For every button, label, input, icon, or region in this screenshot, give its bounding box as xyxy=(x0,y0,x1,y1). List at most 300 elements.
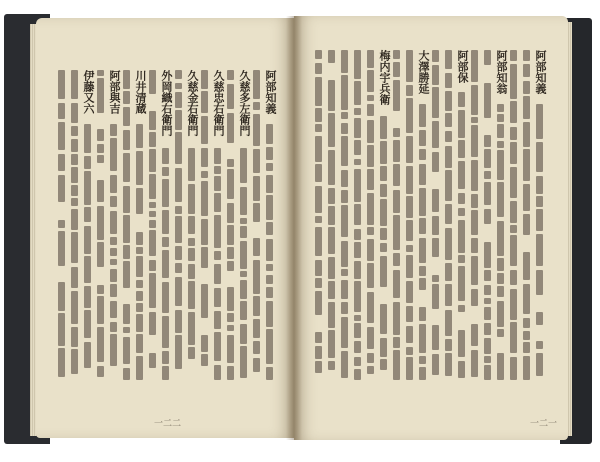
text-run xyxy=(227,261,234,271)
text-run xyxy=(354,108,361,115)
text-run xyxy=(445,310,452,336)
text-run xyxy=(328,50,335,63)
text-run xyxy=(536,234,543,266)
text-run xyxy=(458,255,465,263)
text-run xyxy=(419,307,426,321)
text-run xyxy=(136,188,143,214)
text-column xyxy=(339,50,350,380)
text-run xyxy=(497,114,504,122)
text-run xyxy=(175,246,182,260)
text-run xyxy=(471,350,478,377)
text-run xyxy=(136,314,143,332)
text-run xyxy=(253,102,260,110)
text-run xyxy=(432,50,439,62)
text-run xyxy=(328,113,335,147)
text-run xyxy=(393,253,400,266)
text-run xyxy=(84,124,91,153)
text-run xyxy=(471,210,478,235)
text-run xyxy=(523,214,530,235)
text-run xyxy=(380,228,387,240)
text-run xyxy=(97,129,104,141)
text-run xyxy=(458,266,465,301)
text-run xyxy=(484,83,491,118)
text-column xyxy=(534,50,545,380)
text-run xyxy=(315,108,322,122)
right-page-text xyxy=(314,50,546,380)
text-run xyxy=(341,205,348,237)
text-run xyxy=(380,359,387,370)
text-run xyxy=(419,188,426,216)
text-run xyxy=(393,302,400,335)
text-run xyxy=(484,338,491,354)
entry-heading: 阿部知翁 xyxy=(495,50,508,94)
entry-heading: 大澤勝延 xyxy=(417,50,430,94)
text-run xyxy=(341,190,348,203)
text-run xyxy=(188,238,195,246)
text-run xyxy=(510,235,517,266)
text-run xyxy=(175,206,182,214)
text-run xyxy=(315,260,322,276)
text-run xyxy=(536,104,543,139)
text-run xyxy=(240,301,247,320)
text-run xyxy=(162,282,169,313)
text-run xyxy=(227,335,234,363)
text-run xyxy=(175,168,182,202)
text-run xyxy=(484,209,491,224)
text-run xyxy=(315,346,322,359)
text-run xyxy=(341,136,348,166)
text-run xyxy=(510,127,517,140)
text-run xyxy=(201,148,208,167)
text-run xyxy=(432,238,439,257)
text-run xyxy=(354,281,361,312)
text-run xyxy=(162,210,169,234)
text-run xyxy=(393,337,400,348)
text-run xyxy=(227,247,234,259)
text-run xyxy=(97,70,104,76)
text-run xyxy=(253,149,260,173)
text-run xyxy=(71,291,78,324)
text-run xyxy=(510,142,517,164)
entry-heading: 阿部知義 xyxy=(534,50,547,94)
text-run xyxy=(406,326,413,343)
text-run xyxy=(71,154,78,165)
text-run xyxy=(523,342,530,353)
text-run xyxy=(266,301,273,327)
text-run xyxy=(240,226,247,238)
text-run xyxy=(367,70,374,92)
text-run xyxy=(406,85,413,96)
text-run xyxy=(484,323,491,335)
text-run xyxy=(536,353,543,376)
text-run xyxy=(214,332,221,361)
text-run xyxy=(406,220,413,241)
text-run xyxy=(97,366,104,377)
text-run xyxy=(510,167,517,198)
text-run xyxy=(110,334,117,366)
text-run xyxy=(175,110,182,130)
text-run xyxy=(367,104,374,116)
text-run xyxy=(523,81,530,94)
text-run xyxy=(536,312,543,325)
text-column xyxy=(456,50,467,380)
text-run xyxy=(84,286,91,308)
text-run xyxy=(367,263,374,288)
text-run xyxy=(227,169,234,199)
text-run xyxy=(266,367,273,380)
text-run xyxy=(393,164,400,186)
text-run xyxy=(214,176,221,191)
text-run xyxy=(266,195,273,220)
text-run xyxy=(240,324,247,344)
text-column xyxy=(508,50,519,380)
text-run xyxy=(354,357,361,366)
text-run xyxy=(406,255,413,278)
text-run xyxy=(471,238,478,253)
text-run xyxy=(162,316,169,348)
text-run xyxy=(149,220,156,228)
text-column xyxy=(238,70,249,380)
text-run xyxy=(393,50,400,59)
text-run xyxy=(149,273,156,308)
text-run xyxy=(214,264,221,284)
text-run xyxy=(341,280,348,299)
text-run xyxy=(432,354,439,375)
text-run xyxy=(367,193,374,225)
text-run xyxy=(393,190,400,213)
text-run xyxy=(84,207,91,222)
text-run xyxy=(406,166,413,194)
text-run xyxy=(523,331,530,340)
text-column xyxy=(352,50,363,380)
text-run xyxy=(458,193,465,204)
text-run xyxy=(162,351,169,364)
text-run xyxy=(58,122,65,150)
text-column xyxy=(443,50,454,380)
text-run xyxy=(510,101,517,123)
text-run xyxy=(536,176,543,194)
text-run xyxy=(536,142,543,172)
text-run xyxy=(523,96,530,119)
text-run xyxy=(393,140,400,162)
text-run xyxy=(162,250,169,278)
text-run xyxy=(188,312,195,345)
text-column xyxy=(212,70,223,380)
text-run xyxy=(406,281,413,303)
text-run xyxy=(97,285,104,294)
text-run xyxy=(253,70,260,99)
text-run xyxy=(201,116,208,144)
entry-heading: 阿部知義 xyxy=(264,70,277,114)
text-run xyxy=(523,318,530,328)
text-run xyxy=(315,291,322,315)
text-run xyxy=(445,131,452,142)
text-run xyxy=(445,284,452,306)
text-run xyxy=(71,167,78,183)
text-run xyxy=(149,174,156,199)
text-column xyxy=(391,50,402,380)
text-run xyxy=(458,220,465,253)
left-page-text xyxy=(54,70,276,380)
text-run xyxy=(201,171,208,178)
text-run xyxy=(315,63,322,74)
right-page-number: 一二一 xyxy=(530,419,558,429)
text-run xyxy=(136,356,143,380)
text-run xyxy=(201,219,208,245)
text-run xyxy=(253,176,260,201)
text-run xyxy=(510,357,517,380)
text-run xyxy=(71,267,78,288)
text-run xyxy=(367,353,374,363)
text-column xyxy=(82,70,93,380)
text-run xyxy=(71,349,78,374)
text-run xyxy=(71,139,78,152)
text-run xyxy=(201,284,208,318)
text-run xyxy=(123,304,130,324)
text-column xyxy=(186,70,197,380)
text-run xyxy=(471,289,478,306)
text-column xyxy=(199,70,210,380)
text-run xyxy=(406,347,413,355)
text-run xyxy=(510,289,517,320)
text-run xyxy=(484,50,491,65)
left-page-number: 一二二 xyxy=(154,419,182,429)
text-run xyxy=(328,257,335,279)
text-run xyxy=(445,228,452,260)
text-run xyxy=(406,136,413,163)
text-run xyxy=(227,366,234,380)
text-run xyxy=(266,287,273,298)
text-run xyxy=(458,161,465,189)
text-run xyxy=(458,305,465,312)
text-run xyxy=(354,81,361,105)
text-run xyxy=(380,243,387,252)
text-run xyxy=(253,203,260,222)
text-run xyxy=(136,124,143,148)
text-run xyxy=(123,91,130,104)
text-run xyxy=(471,125,478,157)
text-run xyxy=(354,341,361,353)
text-run xyxy=(123,261,130,288)
text-run xyxy=(523,184,530,211)
text-run xyxy=(341,170,348,187)
text-run xyxy=(214,251,221,260)
text-column xyxy=(56,70,67,380)
text-run xyxy=(175,216,182,243)
text-run xyxy=(328,302,335,328)
text-run xyxy=(367,145,374,167)
text-run xyxy=(419,149,426,160)
text-run xyxy=(341,50,348,73)
text-run xyxy=(149,202,156,208)
text-run xyxy=(162,148,169,164)
text-run xyxy=(484,365,491,380)
text-column xyxy=(264,70,275,380)
text-run xyxy=(523,252,530,280)
text-run xyxy=(432,121,439,148)
text-run xyxy=(266,175,273,193)
text-run xyxy=(123,337,130,364)
text-run xyxy=(214,365,221,380)
text-run xyxy=(341,75,348,110)
text-run xyxy=(71,126,78,136)
text-run xyxy=(445,91,452,111)
text-run xyxy=(266,163,273,171)
text-run xyxy=(497,329,504,337)
text-run xyxy=(214,311,221,329)
text-run xyxy=(123,215,130,243)
text-column xyxy=(326,50,337,380)
text-run xyxy=(497,258,504,271)
text-run xyxy=(380,141,387,164)
text-run xyxy=(341,112,348,119)
text-run xyxy=(432,216,439,235)
entry-heading: 久慈忠右衛門 xyxy=(212,70,225,136)
text-run xyxy=(341,302,348,314)
text-run xyxy=(406,98,413,133)
text-run xyxy=(110,248,117,256)
text-run xyxy=(188,184,195,214)
text-run xyxy=(354,369,361,380)
text-run xyxy=(175,92,182,108)
text-run xyxy=(484,171,491,179)
text-run xyxy=(123,107,130,126)
text-run xyxy=(328,188,335,204)
text-run xyxy=(315,278,322,288)
text-run xyxy=(240,187,247,215)
text-run xyxy=(71,198,78,206)
text-run xyxy=(328,330,335,358)
text-run xyxy=(328,150,335,185)
text-run xyxy=(149,353,156,368)
text-run xyxy=(484,307,491,320)
text-run xyxy=(471,256,478,285)
text-run xyxy=(484,182,491,205)
text-run xyxy=(84,156,91,169)
text-run xyxy=(84,342,91,368)
text-run xyxy=(523,356,530,380)
text-run xyxy=(315,77,322,106)
text-run xyxy=(162,366,169,380)
text-run xyxy=(510,201,517,223)
text-run xyxy=(419,164,426,185)
text-run xyxy=(497,124,504,138)
text-run xyxy=(123,368,130,380)
text-run xyxy=(227,313,234,322)
text-run xyxy=(253,319,260,338)
text-run xyxy=(162,237,169,247)
text-run xyxy=(149,111,156,130)
text-run xyxy=(136,232,143,245)
text-run xyxy=(419,104,426,127)
text-run xyxy=(354,242,361,258)
text-run xyxy=(71,185,78,196)
text-run xyxy=(341,351,348,378)
entry-heading: 久慈多左衛門 xyxy=(238,70,251,136)
text-run xyxy=(123,130,130,150)
text-run xyxy=(445,50,452,69)
text-run xyxy=(497,221,504,256)
text-column xyxy=(173,70,184,380)
text-run xyxy=(136,291,143,301)
text-run xyxy=(175,335,182,369)
text-run xyxy=(419,356,426,364)
text-run xyxy=(136,303,143,312)
text-run xyxy=(97,206,104,240)
text-run xyxy=(240,280,247,299)
text-run xyxy=(266,239,273,261)
text-run xyxy=(123,186,130,213)
text-run xyxy=(380,256,387,287)
text-run xyxy=(367,327,374,349)
text-column xyxy=(95,70,106,380)
text-run xyxy=(214,193,221,212)
text-run xyxy=(58,282,65,311)
text-run xyxy=(175,277,182,306)
text-run xyxy=(354,169,361,202)
text-run xyxy=(58,220,65,228)
text-run xyxy=(110,124,117,136)
text-run xyxy=(201,354,208,366)
text-run xyxy=(97,78,104,113)
text-run xyxy=(328,227,335,254)
entry-heading: 川井清蔵 xyxy=(134,70,147,114)
text-run xyxy=(445,353,452,376)
text-run xyxy=(354,315,361,321)
text-run xyxy=(471,50,478,82)
text-run xyxy=(367,227,374,235)
text-run xyxy=(188,347,195,359)
text-run xyxy=(484,270,491,281)
text-run xyxy=(253,358,260,372)
text-run xyxy=(71,327,78,347)
text-run xyxy=(227,113,234,143)
text-run xyxy=(214,215,221,248)
text-run xyxy=(188,148,195,181)
text-column xyxy=(121,70,132,380)
text-run xyxy=(58,175,65,202)
text-run xyxy=(188,264,195,279)
text-run xyxy=(149,70,156,94)
entry-heading: 阿部與吉 xyxy=(108,70,121,114)
text-run xyxy=(315,164,322,182)
text-run xyxy=(315,332,322,343)
text-run xyxy=(419,238,426,263)
text-run xyxy=(406,357,413,380)
text-run xyxy=(97,180,104,202)
text-run xyxy=(393,80,400,111)
text-run xyxy=(523,284,530,314)
text-run xyxy=(393,128,400,137)
text-run xyxy=(445,146,452,168)
text-run xyxy=(175,70,182,79)
entry-heading: 外岡織右衛門 xyxy=(160,70,173,136)
text-run xyxy=(149,230,156,256)
text-run xyxy=(458,208,465,216)
text-run xyxy=(58,313,65,346)
text-run xyxy=(162,167,169,176)
right-page xyxy=(294,16,568,440)
text-run xyxy=(201,91,208,113)
text-run xyxy=(510,50,517,61)
left-page xyxy=(36,18,294,438)
text-run xyxy=(84,310,91,338)
text-run xyxy=(471,160,478,191)
text-column xyxy=(417,50,428,380)
text-run xyxy=(484,149,491,168)
text-run xyxy=(419,266,426,276)
text-run xyxy=(188,216,195,234)
